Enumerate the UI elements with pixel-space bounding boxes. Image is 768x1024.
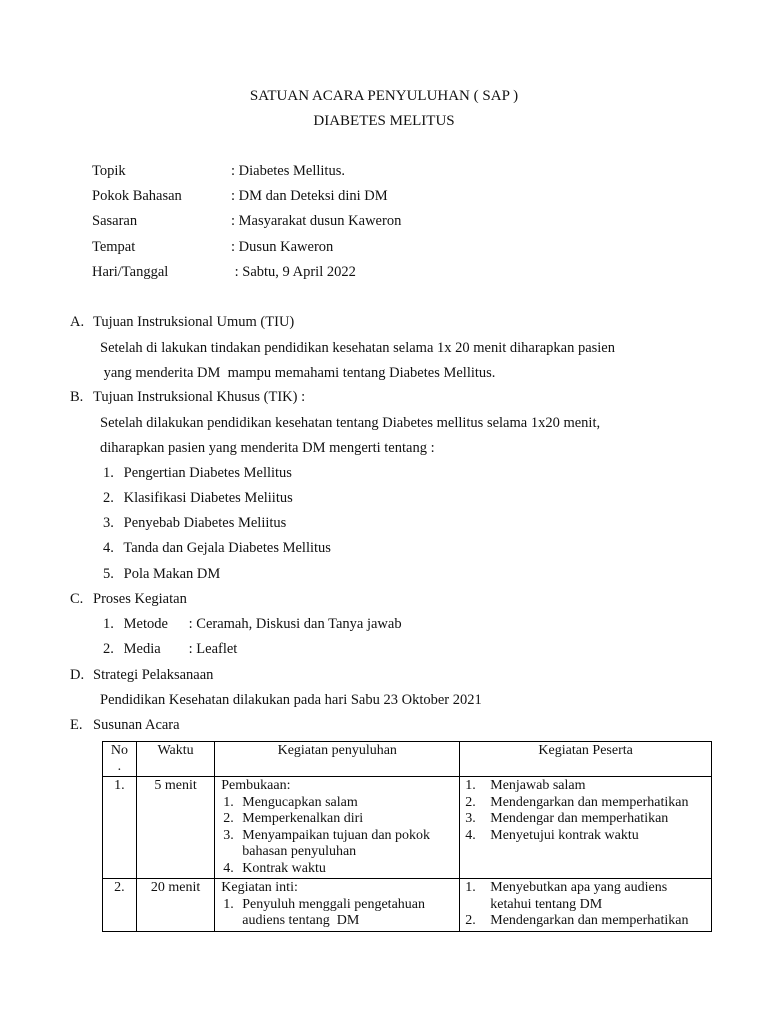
cell-kegiatan: [215, 879, 460, 932]
section-c-heading: [70, 591, 187, 608]
list-item: [464, 778, 707, 795]
info-value: : Diabetes Mellitus.: [231, 163, 345, 179]
process-label: Metode: [123, 616, 168, 632]
list-number: 1.: [103, 616, 114, 632]
info-label: Pokok Bahasan: [92, 188, 182, 204]
cell-kegiatan: [215, 777, 460, 879]
activity-list: [219, 795, 455, 878]
list-number: 2.: [103, 641, 114, 657]
cell-no: 2.: [103, 879, 137, 932]
list-number: 3.: [223, 827, 234, 843]
cell-peserta: [460, 879, 712, 932]
list-item: [464, 811, 707, 828]
list-number: 1.: [465, 880, 476, 895]
process-value: : Ceramah, Diskusi dan Tanya jawab: [188, 616, 402, 632]
participant-list: [464, 880, 707, 930]
info-value: : Dusun Kaweron: [231, 239, 334, 255]
info-label: Hari/Tanggal: [92, 264, 169, 280]
list-item: [464, 913, 707, 930]
list-text: Mendengarkan dan memperhatikan: [490, 913, 689, 928]
list-text: Pengertian Diabetes Mellitus: [123, 465, 292, 481]
list-number: 4.: [103, 540, 114, 556]
cell-heading: Pembukaan:: [221, 778, 291, 793]
section-b-paragraph-line: Setelah dilakukan pendidikan kesehatan tentang Diabetes mellitus selama 1x20 menit,: [100, 415, 601, 431]
list-number: 3.: [103, 515, 114, 531]
header-kegiatan-penyuluhan: Kegiatan penyuluhan: [215, 742, 460, 777]
list-text: Menyampaikan tujuan dan pokok bahasan penyuluhan: [242, 827, 431, 859]
list-item: [219, 861, 455, 878]
section-letter: C.: [70, 591, 84, 607]
list-text: Klasifikasi Diabetes Meliitus: [123, 490, 293, 506]
section-letter: A.: [70, 314, 85, 330]
section-letter: B.: [70, 389, 84, 405]
document-title: SATUAN ACARA PENYULUHAN ( SAP ): [249, 88, 519, 104]
section-title: Proses Kegiatan: [93, 591, 187, 607]
section-a-heading: [70, 314, 294, 331]
info-label: Tempat: [92, 239, 136, 255]
list-number: 1.: [103, 465, 114, 481]
header-kegiatan-peserta: Kegiatan Peserta: [460, 742, 712, 777]
list-item: [464, 795, 707, 812]
section-letter: D.: [70, 667, 85, 683]
table-header-row: [103, 742, 712, 777]
schedule-table: [102, 741, 712, 932]
list-item: [103, 540, 331, 557]
cell-no: 1.: [103, 777, 137, 879]
list-number: 5.: [103, 566, 114, 582]
header-waktu: Waktu: [136, 742, 214, 777]
list-text: Menjawab salam: [490, 778, 586, 793]
document-subtitle: DIABETES MELITUS: [313, 113, 455, 129]
list-item: [219, 811, 455, 828]
table-row: [103, 879, 712, 932]
cell-waktu: 5 menit: [136, 777, 214, 879]
info-value: : Sabtu, 9 April 2022: [231, 264, 356, 280]
list-item: [219, 795, 455, 812]
table-row: [103, 777, 712, 879]
list-item: [219, 897, 455, 930]
list-number: 2.: [465, 913, 476, 928]
list-item: [103, 465, 292, 482]
process-label: Media: [123, 641, 161, 657]
section-title: Tujuan Instruksional Khusus (TIK) :: [93, 389, 306, 405]
list-number: 1.: [223, 896, 234, 912]
cell-peserta: [460, 777, 712, 879]
list-item: [464, 828, 707, 845]
list-number: 2.: [465, 794, 476, 810]
list-text: Penyuluh menggali pengetahuan audiens tentang DM: [242, 896, 429, 928]
list-text: Memperkenalkan diri: [242, 811, 364, 826]
list-item: [103, 515, 286, 532]
list-number: 1.: [465, 778, 476, 793]
section-a-paragraph-line: yang menderita DM mampu memahami tentang Diabetes Mellitus.: [100, 365, 496, 381]
list-text: Pola Makan DM: [123, 566, 221, 582]
section-d-paragraph-line: Pendidikan Kesehatan dilakukan pada hari Sabu 23 Oktober 2021: [100, 692, 482, 708]
section-letter: E.: [70, 717, 83, 733]
info-label: Sasaran: [92, 213, 138, 229]
section-e-heading: [70, 717, 180, 734]
section-title: Strategi Pelaksanaan: [93, 667, 214, 683]
list-number: 2.: [103, 490, 114, 506]
list-number: 2.: [223, 811, 234, 826]
list-number: 1.: [223, 794, 234, 810]
info-value: : Masyarakat dusun Kaweron: [231, 213, 402, 229]
list-text: Mendengar dan memperhatikan: [490, 811, 669, 826]
section-b-heading: [70, 389, 305, 406]
list-text: Tanda dan Gejala Diabetes Mellitus: [123, 540, 331, 556]
info-value: : DM dan Deteksi dini DM: [231, 188, 388, 204]
section-a-paragraph-line: Setelah di lakukan tindakan pendidikan kesehatan selama 1x 20 menit diharapkan pasien: [100, 340, 615, 356]
list-text: Menyetujui kontrak waktu: [490, 827, 639, 843]
list-number: 3.: [465, 811, 476, 826]
activity-list: [219, 897, 455, 930]
header-no: No .: [103, 742, 137, 777]
section-b-paragraph-line: diharapkan pasien yang menderita DM mengerti tentang :: [100, 440, 435, 456]
cell-heading: Kegiatan inti:: [221, 880, 298, 895]
participant-list: [464, 778, 707, 844]
list-number: 4.: [465, 827, 476, 843]
cell-waktu: 20 menit: [136, 879, 214, 932]
list-item: [219, 828, 455, 861]
list-item: [103, 490, 293, 507]
section-title: Tujuan Instruksional Umum (TIU): [93, 314, 295, 330]
list-text: Kontrak waktu: [242, 860, 326, 876]
list-text: Mendengarkan dan memperhatikan: [490, 794, 689, 810]
process-item-metode: [103, 616, 402, 633]
list-text: Penyebab Diabetes Meliitus: [123, 515, 287, 531]
process-value: : Leaflet: [188, 641, 238, 657]
list-item: [464, 880, 707, 913]
process-item-media: [103, 641, 237, 658]
list-text: Mengucapkan salam: [242, 794, 358, 810]
list-text: Menyebutkan apa yang audiens ketahui tentang DM: [490, 880, 668, 912]
section-d-heading: [70, 667, 213, 684]
list-item: [103, 566, 220, 583]
list-number: 4.: [223, 860, 234, 876]
section-title: Susunan Acara: [93, 717, 180, 733]
info-label: Topik: [92, 163, 126, 179]
